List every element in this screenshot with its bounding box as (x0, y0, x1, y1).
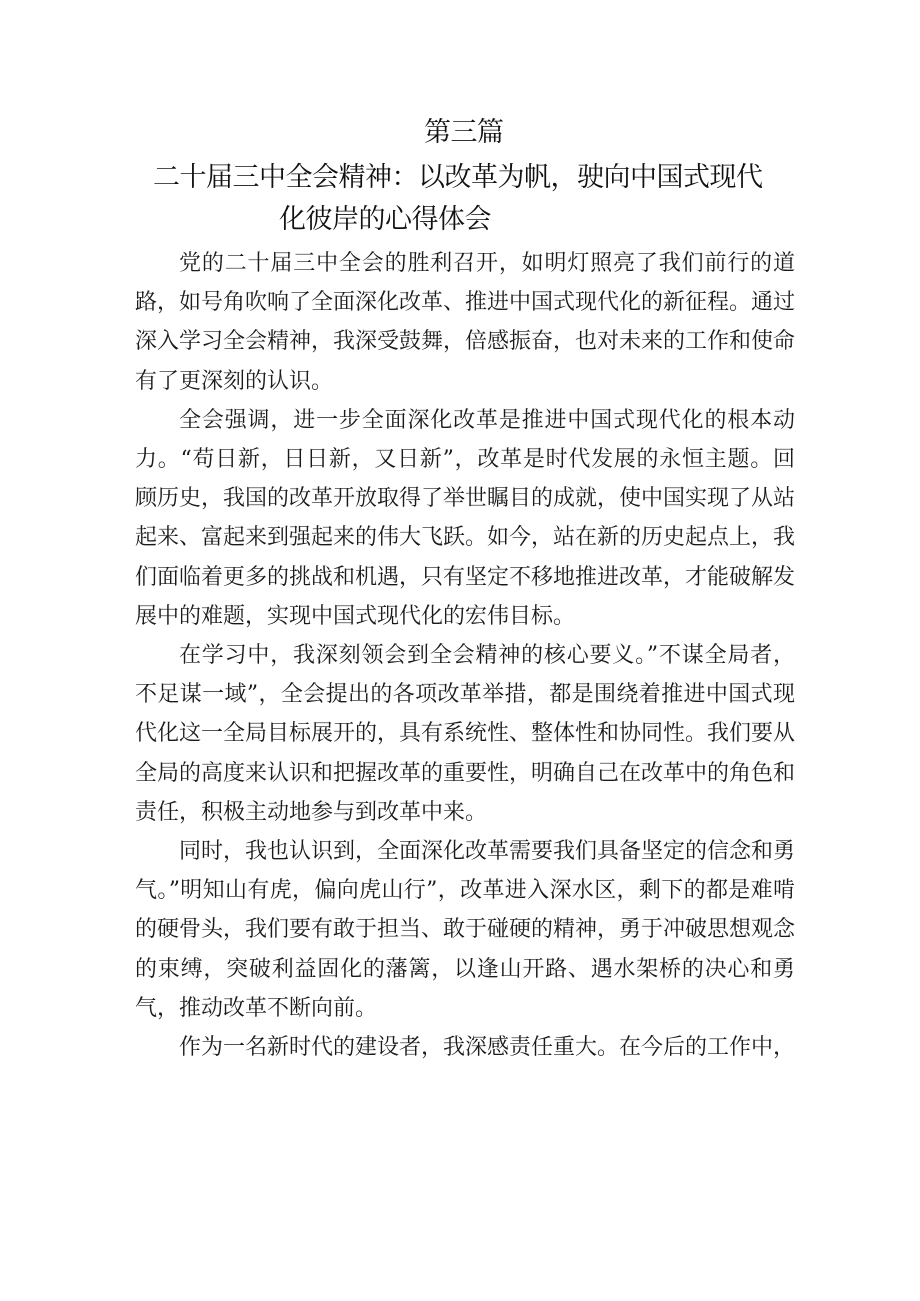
paragraph-4: 同时，我也认识到，全面深化改革需要我们具备坚定的信念和勇气。”明知山有虎，偏向虎山行”，改革进入深水区，剩下的都是难啃的硬骨头，我们要有敢于担当、敢于碰硬的精神，勇于冲破思想观念的束缚，突破利益固化的藩篱，以逢山开路、遇水架桥的决心和勇气，推动改革不断向前。 (135, 839, 796, 1021)
paragraph-5: 作为一名新时代的建设者，我深感责任重大。在今后的工作中， (179, 1035, 796, 1061)
paragraph-3: 在学习中，我深刻领会到全会精神的核心要义。”不谋全局者，不足谋一域”，全会提出的各项改革举措，都是围绕着推进中国式现代化这一全局目标展开的，具有系统性、整体性和协同性。我们要从全局的高度来认识和把握改革的重要性，明确自己在改革中的角色和责任，积极主动地参与到改革中来。 (135, 643, 796, 825)
section-label: 第三篇 (424, 117, 504, 148)
document-title-line-1: 二十届三中全会精神：以改革为帆，驶向中国式现代 (153, 162, 763, 193)
document-body (135, 244, 795, 1067)
paragraph-1: 党的二十届三中全会的胜利召开，如明灯照亮了我们前行的道路，如号角吹响了全面深化改革、推进中国式现代化的新征程。通过深入学习全会精神，我深受鼓舞，倍感振奋，也对未来的工作和使命有了更深刻的认识。 (135, 251, 796, 394)
document-title-line-2: 化彼岸的心得体会 (279, 204, 491, 235)
paragraph-2: 全会强调，进一步全面深化改革是推进中国式现代化的根本动力。“苟日新，日日新，又日新”，改革是时代发展的永恒主题。回顾历史，我国的改革开放取得了举世瞩目的成就，使中国实现了从站起来、富起来到强起来的伟大飞跃。如今，站在新的历史起点上，我们面临着更多的挑战和机遇，只有坚定不移地推进改革，才能破解发展中的难题，实现中国式现代化的宏伟目标。 (135, 407, 796, 629)
